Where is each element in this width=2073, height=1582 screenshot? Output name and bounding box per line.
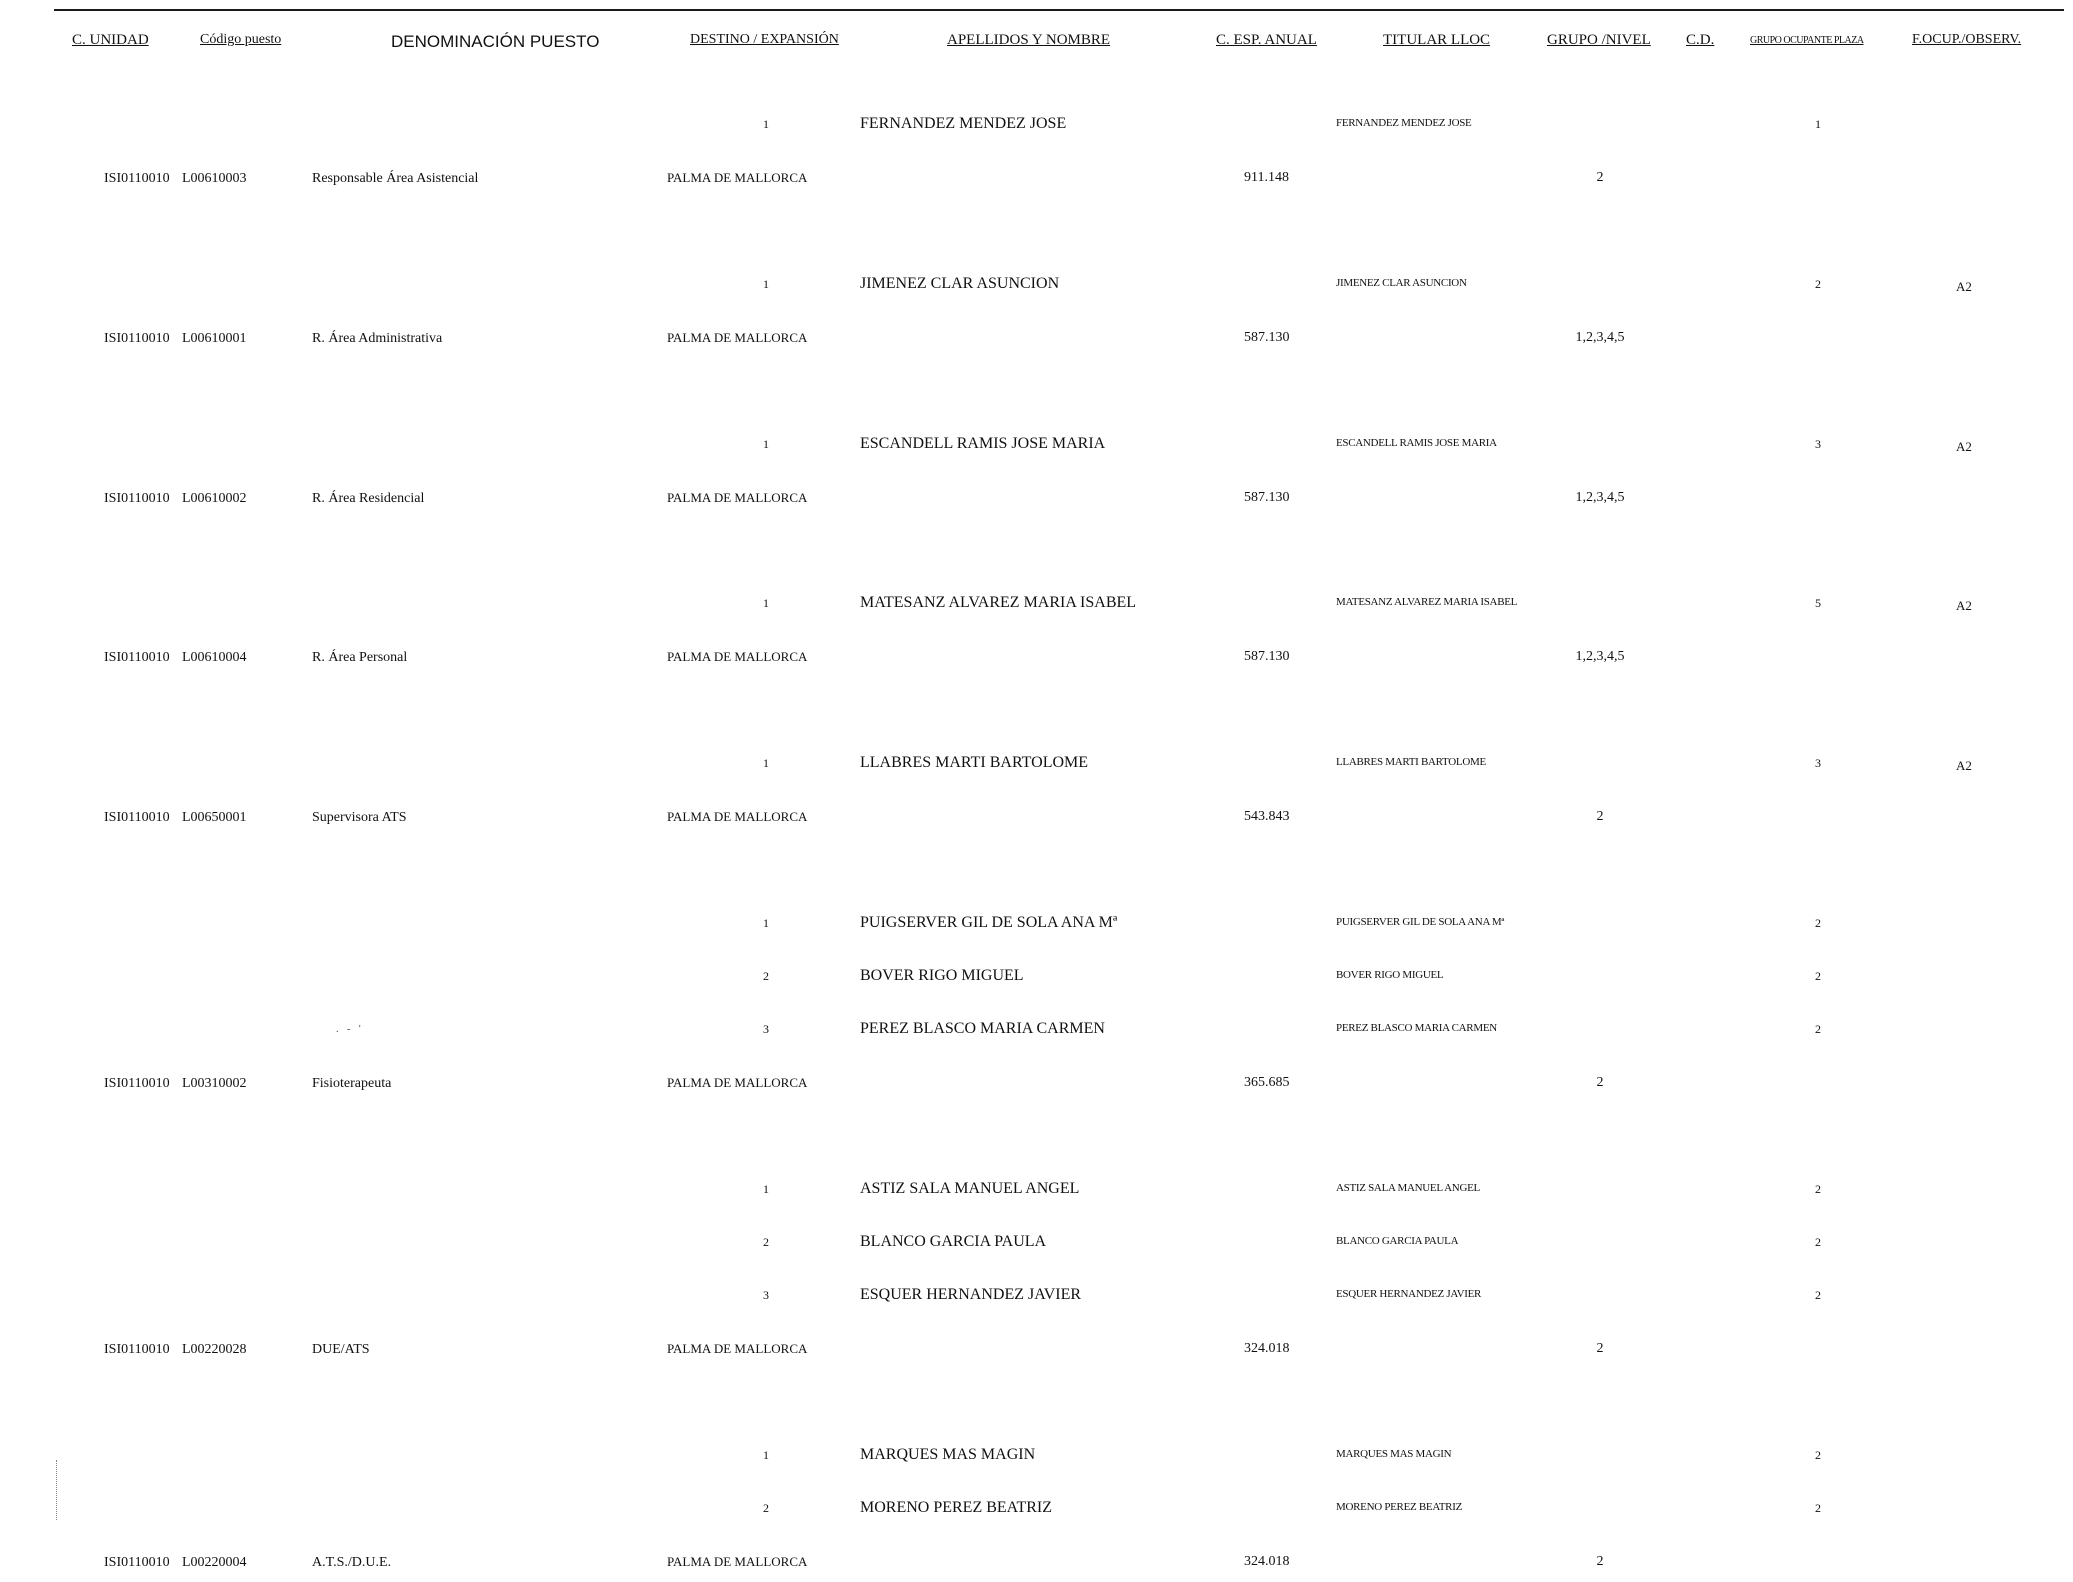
destination: PALMA DE MALLORCA [667,649,808,664]
observacion: A2 [1956,279,1972,294]
titular-lloc: BLANCO GARCIA PAULA [1336,1235,1459,1247]
titular-lloc: MARQUES MAS MAGIN [1336,1448,1452,1460]
titular-lloc: LLABRES MARTI BARTOLOME [1336,756,1486,768]
observacion: A2 [1956,439,1972,454]
destination: PALMA DE MALLORCA [667,330,808,345]
unit-code: ISI0110010 [104,1555,170,1570]
occupant-order: 1 [763,1448,769,1462]
header-codigo-puesto: Código puesto [200,32,282,47]
grupo-ocupante: 5 [1815,596,1821,610]
grupo-ocupante: 2 [1815,969,1821,983]
header-cd: C.D. [1686,32,1715,48]
grupo-ocupante: 2 [1815,1448,1821,1462]
occupant-order: 3 [763,1022,769,1036]
position-code: L00650001 [182,810,247,825]
occupant-name: LLABRES MARTI BARTOLOME [860,754,1089,771]
position-name: Responsable Área Asistencial [312,171,479,186]
grupo-ocupante: 2 [1815,916,1821,930]
header-f-ocup: F.OCUP./OBSERV. [1912,32,2022,47]
occupant-name: BOVER RIGO MIGUEL [860,967,1024,984]
occupant-order: 3 [763,1288,769,1302]
occupant-order: 1 [763,756,769,770]
grupo-nivel: 1,2,3,4,5 [1575,330,1625,345]
annual-supplement: 587.130 [1244,649,1290,664]
occupant-name: ESCANDELL RAMIS JOSE MARIA [860,435,1106,452]
occupant-name: ASTIZ SALA MANUEL ANGEL [860,1180,1080,1197]
unit-code: ISI0110010 [104,331,170,346]
grupo-ocupante: 1 [1815,117,1821,131]
occupant-order: 1 [763,916,769,930]
grupo-nivel: 1,2,3,4,5 [1575,649,1625,664]
grupo-ocupante: 3 [1815,756,1821,770]
occupant-order: 2 [763,1501,769,1515]
grupo-nivel: 2 [1596,1341,1604,1356]
position-name: R. Área Personal [312,650,408,665]
grupo-ocupante: 2 [1815,1288,1821,1302]
occupant-order: 1 [763,1182,769,1196]
occupant-name: JIMENEZ CLAR ASUNCION [860,275,1060,292]
position-code: L00220028 [182,1342,247,1357]
observacion: A2 [1956,598,1972,613]
observacion: A2 [1956,758,1972,773]
titular-lloc: MORENO PEREZ BEATRIZ [1336,1501,1463,1513]
annual-supplement: 587.130 [1244,490,1290,505]
position-name: R. Área Residencial [312,491,425,506]
occupant-name: MARQUES MAS MAGIN [860,1446,1036,1463]
grupo-ocupante: 2 [1815,1235,1821,1249]
titular-lloc: PEREZ BLASCO MARIA CARMEN [1336,1022,1497,1034]
occupant-name: PUIGSERVER GIL DE SOLA ANA Mª [860,914,1118,931]
unit-code: ISI0110010 [104,1342,170,1357]
grupo-ocupante: 2 [1815,1501,1821,1515]
unit-code: ISI0110010 [104,171,170,186]
grupo-ocupante: 3 [1815,437,1821,451]
position-code: L00610004 [182,650,247,665]
header-denominacion: DENOMINACIÓN PUESTO [391,32,600,51]
titular-lloc: FERNANDEZ MENDEZ JOSE [1336,117,1472,129]
grupo-ocupante: 2 [1815,277,1821,291]
destination: PALMA DE MALLORCA [667,1341,808,1356]
header-c-esp-anual: C. ESP. ANUAL [1216,32,1317,48]
grupo-nivel: 1,2,3,4,5 [1575,490,1625,505]
grupo-nivel: 2 [1596,170,1604,185]
destination: PALMA DE MALLORCA [667,170,808,185]
grupo-nivel: 2 [1596,1554,1604,1569]
destination: PALMA DE MALLORCA [667,809,808,824]
position-name: DUE/ATS [312,1342,370,1357]
occupant-order: 1 [763,596,769,610]
position-name: A.T.S./D.U.E. [312,1555,392,1570]
unit-code: ISI0110010 [104,650,170,665]
occupant-order: 1 [763,117,769,131]
grupo-nivel: 2 [1596,809,1604,824]
position-name: Fisioterapeuta [312,1076,392,1091]
grupo-ocupante: 2 [1815,1182,1821,1196]
destination: PALMA DE MALLORCA [667,1554,808,1569]
destination: PALMA DE MALLORCA [667,1075,808,1090]
position-name: R. Área Administrativa [312,331,443,346]
titular-lloc: MATESANZ ALVAREZ MARIA ISABEL [1336,596,1518,608]
unit-code: ISI0110010 [104,1076,170,1091]
occupant-order: 1 [763,437,769,451]
position-code: L00610003 [182,171,247,186]
unit-code: ISI0110010 [104,810,170,825]
titular-lloc: ESQUER HERNANDEZ JAVIER [1336,1288,1482,1300]
header-apellidos: APELLIDOS Y NOMBRE [947,32,1111,48]
occupant-order: 2 [763,969,769,983]
grupo-ocupante: 2 [1815,1022,1821,1036]
scan-margin-mark [56,1460,58,1520]
titular-lloc: PUIGSERVER GIL DE SOLA ANA Mª [1336,916,1505,928]
occupant-name: MATESANZ ALVAREZ MARIA ISABEL [860,594,1137,611]
occupant-name: PEREZ BLASCO MARIA CARMEN [860,1020,1105,1037]
header-grupo-ocupante: GRUPO OCUPANTE PLAZA [1750,35,1864,46]
occupant-name: FERNANDEZ MENDEZ JOSE [860,115,1067,132]
scan-speck: . - ' [336,1024,364,1035]
titular-lloc: ASTIZ SALA MANUEL ANGEL [1336,1182,1480,1194]
position-code: L00610001 [182,331,247,346]
annual-supplement: 587.130 [1244,330,1290,345]
position-code: L00220004 [182,1555,247,1570]
header-rule [54,9,2064,11]
titular-lloc: BOVER RIGO MIGUEL [1336,969,1444,981]
header-destino: DESTINO / EXPANSIÓN [690,32,839,47]
annual-supplement: 543.843 [1244,809,1290,824]
annual-supplement: 324.018 [1244,1554,1290,1569]
header-c-unidad: C. UNIDAD [72,32,149,48]
position-code: L00610002 [182,491,247,506]
grupo-nivel: 2 [1596,1075,1604,1090]
position-code: L00310002 [182,1076,247,1091]
titular-lloc: JIMENEZ CLAR ASUNCION [1336,277,1467,289]
header-grupo-nivel: GRUPO /NIVEL [1547,32,1651,48]
destination: PALMA DE MALLORCA [667,490,808,505]
position-name: Supervisora ATS [312,810,407,825]
occupant-order: 2 [763,1235,769,1249]
annual-supplement: 911.148 [1244,170,1289,185]
occupant-name: ESQUER HERNANDEZ JAVIER [860,1286,1082,1303]
occupant-name: MORENO PEREZ BEATRIZ [860,1499,1052,1516]
header-titular: TITULAR LLOC [1383,32,1491,48]
annual-supplement: 365.685 [1244,1075,1290,1090]
occupant-order: 1 [763,277,769,291]
titular-lloc: ESCANDELL RAMIS JOSE MARIA [1336,437,1497,449]
annual-supplement: 324.018 [1244,1341,1290,1356]
unit-code: ISI0110010 [104,491,170,506]
occupant-name: BLANCO GARCIA PAULA [860,1233,1047,1250]
